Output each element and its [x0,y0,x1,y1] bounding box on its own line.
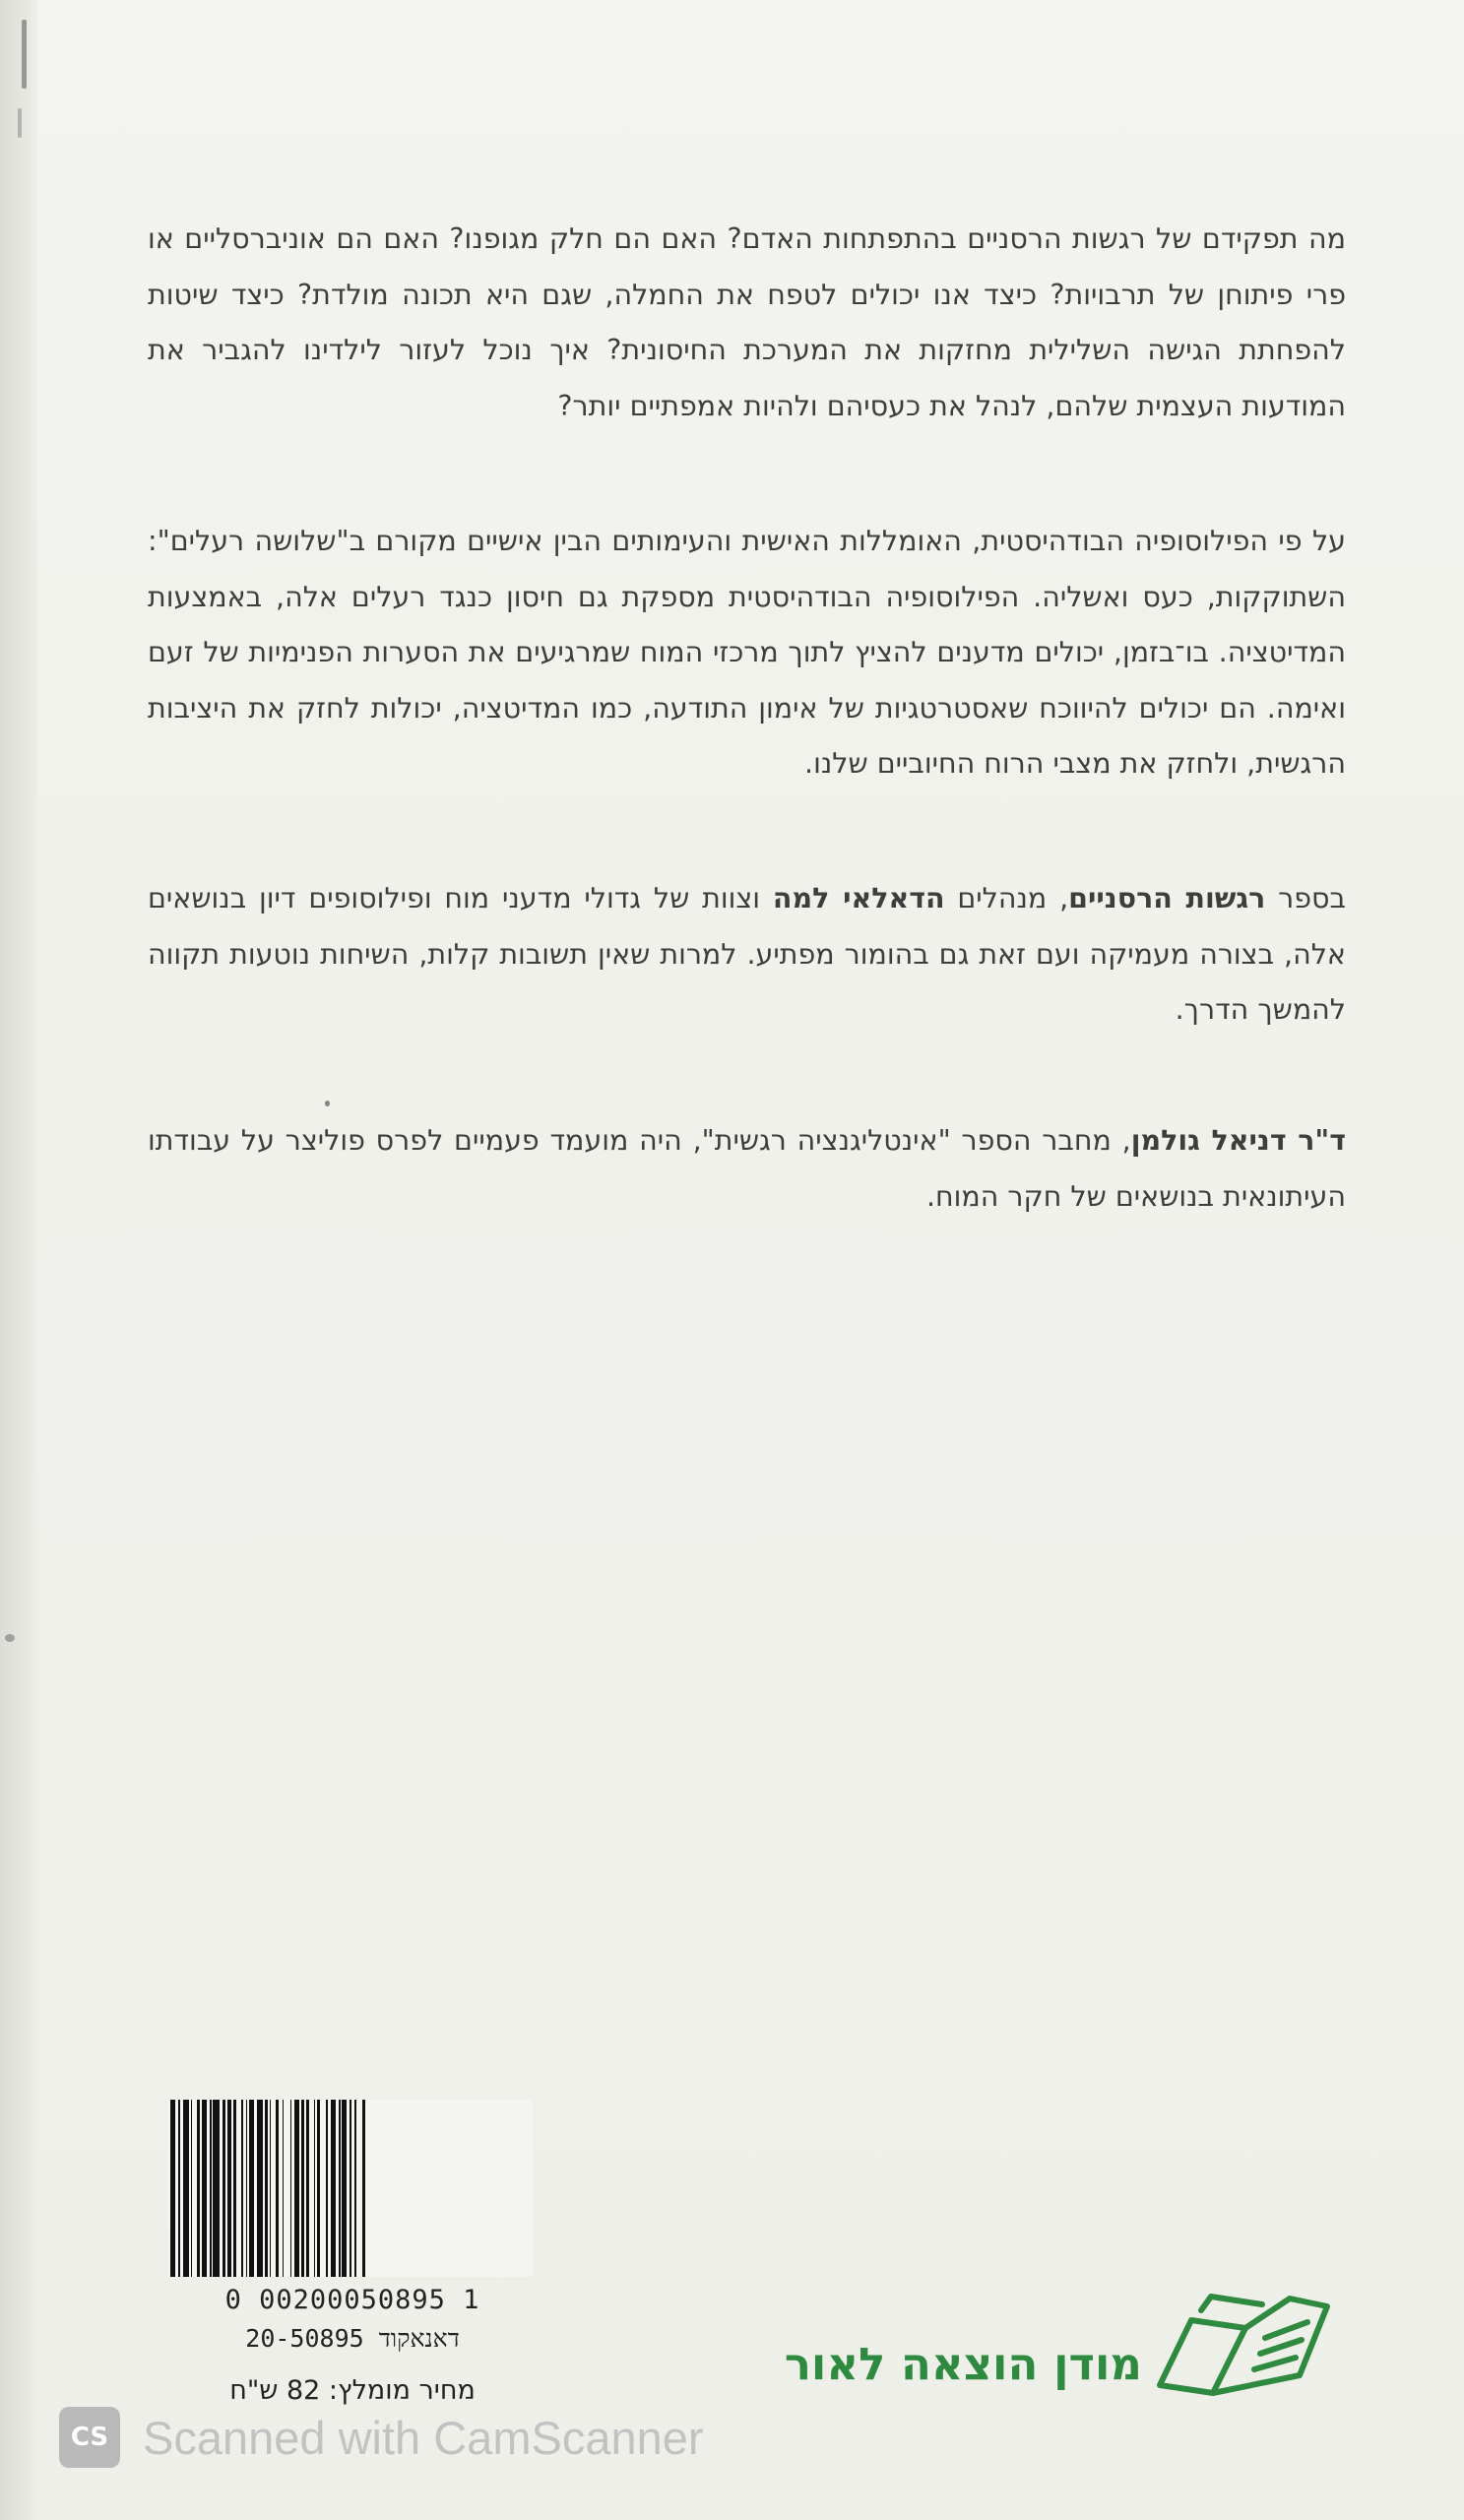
ink-dot [325,1101,330,1106]
barcode-bar [202,2100,207,2277]
barcode-bar [249,2100,254,2277]
barcode-bar [270,2100,272,2277]
barcode-bar [213,2100,219,2277]
barcode-bar [276,2100,279,2277]
paragraph-text: בספר רגשות הרסניים, מנהלים הדאלאי למה וצוות של גדולי מדעני מוח ופילוסופים דיון בנושאים אלה, בצורה מעמיקה ועם זאת גם בהומור מפתיע. למרות שאין תשובות קלות, השיחות נוטעות תקווה להמשך הדרך. [148,882,1346,1026]
barcode-bar [301,2100,304,2277]
barcode-bar [233,2100,236,2277]
barcode-bar [314,2100,316,2277]
author-name: ד"ר דניאל גולמן [1130,1124,1346,1157]
scan-artifact [22,20,27,89]
barcode-bar [210,2100,212,2277]
watermark-text: Scanned with CamScanner [143,2412,704,2464]
author-dalai-lama: הדאלאי למה [772,882,945,914]
barcode-bar [317,2100,320,2277]
paragraph-text: על פי הפילוסופיה הבודהיסטית, האומללות האישית והעימותים הבין אישיים מקורם ב"שלושה רעלים": השתוקקות, כעס ואשליה. הפילוסופיה הבודהיסטית מספקת גם חיסון כנגד רעלים אלה, באמצעות המדיטציה. בו־בזמן, יכולים מדענים להציץ לתוך מרכזי המוח שמרגיעים את הסערות הפנימיות של זעם ואימה. הם יכולים להיווכח שאסטרטגיות של אימון התודעה, כמו המדיטציה, יכולות לחזק את היציבות הרגשית, ולחזק את מצבי הרוח החיוביים שלנו. [148,525,1346,780]
barcode-block [165,2100,540,2417]
barcode-bar [257,2100,263,2277]
camscanner-logo-icon: CS [59,2407,120,2468]
blurb-paragraph-2 [148,514,1346,792]
barcode-bar [290,2100,292,2277]
blurb-paragraph-1 [148,212,1346,434]
barcode-bar [339,2100,341,2277]
scan-artifact [5,1634,15,1642]
barcode-bar [331,2100,336,2277]
barcode-bar [326,2100,328,2277]
book-spine-edge [0,0,39,2520]
barcode-bar [306,2100,309,2277]
barcode-bar [178,2100,180,2277]
paragraph-text: ד"ר דניאל גולמן, מחבר הספר "אינטליגנציה רגשית", היה מועמד פעמיים לפרס פוליצר על עבודתו העיתונאית בנושאים של חקר המוח. [148,1124,1346,1213]
book-logo-icon [1152,2289,1334,2402]
camscanner-watermark [59,2407,847,2486]
barcode-bar [362,2100,365,2277]
recommended-price: מחיר מומלץ: 82 ש"ח [229,2375,476,2406]
barcode-bar [227,2100,232,2277]
barcode-bar [350,2100,351,2277]
barcode-bar [342,2100,347,2277]
barcode-bar [265,2100,268,2277]
barcode-bar [191,2100,193,2277]
barcode-bar [354,2100,356,2277]
barcode-bar [294,2100,299,2277]
barcode-bar [283,2100,285,2277]
barcode [168,2100,533,2277]
barcode-bar [183,2100,189,2277]
publisher-name: מודן הוצאה לאור [784,2338,1142,2390]
book-title: רגשות הרסניים [1068,882,1266,914]
paragraph-text: מה תפקידם של רגשות הרסניים בהתפתחות האדם? האם הם חלק מגופנו? האם הם אוניברסליים או פרי פיתוחן של תרבויות? כיצד אנו יכולים לטפח את החמלה, שגם היא תכונה מולדת? כיצד שיטות להפחתת הגישה השלילית מחזקות את המערכת החיסונית? איך נוכל לעזור לילדינו להגביר את המודעות העצמית שלהם, לנהל את כעסיהם ולהיות אמפתיים יותר? [148,222,1346,422]
barcode-bar [170,2100,175,2277]
barcode-bar [246,2100,248,2277]
danacode: דאנאקוד 20-50895 [245,2324,460,2353]
blurb-paragraph-3 [148,871,1346,1039]
barcode-bar [223,2100,225,2277]
scan-artifact [18,108,22,138]
barcode-bar [241,2100,243,2277]
author-bio [148,1113,1346,1225]
barcode-bar [197,2100,200,2277]
barcode-number: 0 00200050895 1 [224,2285,480,2315]
